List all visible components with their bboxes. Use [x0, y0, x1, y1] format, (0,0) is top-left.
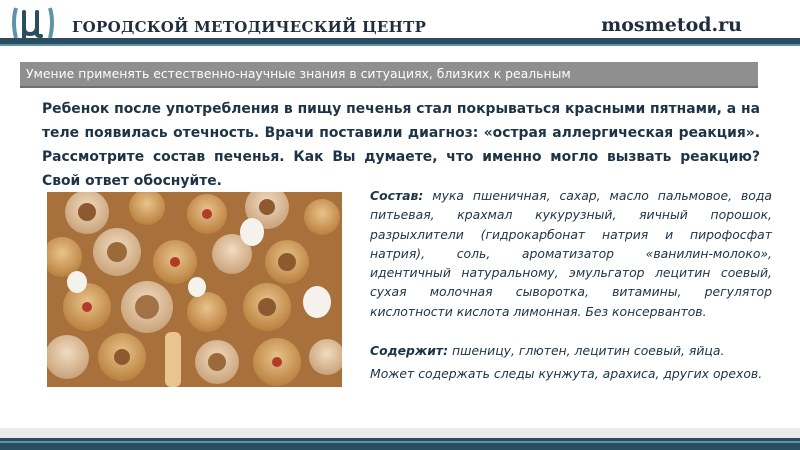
category-bar [20, 62, 758, 88]
composition-text [370, 186, 772, 321]
site-url[interactable]: mosmetod.ru [601, 14, 742, 36]
footer-light-band [0, 428, 800, 438]
category-text: Умение применять естественно-научные знания в ситуациях, близких к реальным [26, 66, 571, 81]
cookies-photo [47, 192, 342, 387]
task-text: Ребенок после употребления в пищу печенья стал покрываться красными пятнами, а на теле появилась отечность. Врачи поставили диагноз: «острая аллергическая реакция». Рассмотрите состав печенья. Как Вы думаете, что именно могло вызвать реакцию? Свой ответ обоснуйте. [42, 101, 760, 189]
composition-body-end: кислотности кислота лимонная. Без консервантов. [370, 303, 707, 319]
traces-text: Может содержать следы кунжута, арахиса, других орехов. [370, 366, 763, 381]
composition-label: Состав: [370, 188, 424, 203]
contains-body: пшеницу, глютен, лецитин соевый, яйца. [452, 343, 725, 358]
contains-text [370, 341, 772, 360]
footer-stripe [0, 441, 800, 443]
composition-body: мука пшеничная, сахар, масло пальмовое, вода питьевая, крахмал кукурузный, яичный порошок, разрыхлители (гидрокарбонат натрия и пирофосфат натрия), соль, ароматизатор «ванилин-молоко», идентичный натуральному, эмульгатор лецитин соевый, сухая молочная сыворотка, витамины, регулятор [370, 188, 772, 300]
footer-dark-band [0, 438, 800, 450]
mu-letter-logo-icon [10, 2, 56, 42]
header [0, 0, 800, 38]
org-title: ГОРОДСКОЙ МЕТОДИЧЕСКИЙ ЦЕНТР [72, 18, 427, 36]
header-rule-light [0, 44, 800, 46]
contains-label: Содержит: [370, 343, 449, 358]
